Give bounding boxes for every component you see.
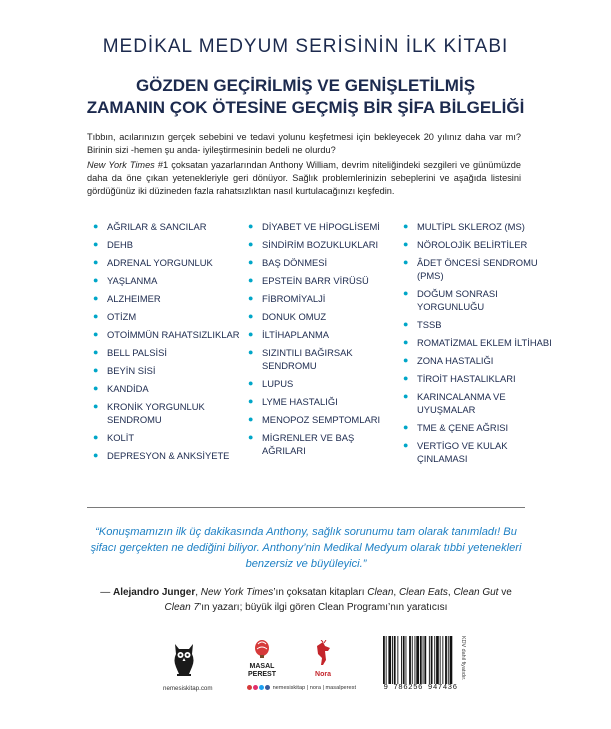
barcode-bar: [392, 636, 393, 684]
condition-item: ● AĞRILAR & SANCILAR: [93, 221, 207, 232]
divider: [87, 507, 525, 508]
barcode-bar: [448, 636, 449, 684]
twitter-icon: [259, 685, 264, 690]
intro-paragraph-1: Tıbbın, acılarınızın gerçek sebebini ve tedavi yolunu keşfetmesi için bekleyecek 20 yılınız daha var mı? Birinin sizi -hemen şu anda- iyileştirmesinin bedeli ne olurdu?: [87, 132, 521, 155]
barcode-bar: [424, 636, 426, 684]
masal-logo-text-1: MASAL: [249, 663, 275, 670]
barcode-bar: [431, 636, 433, 684]
barcode-bar: [401, 636, 402, 684]
condition-item: ● ALZHEIMER: [93, 293, 161, 304]
bullet-icon: ●: [248, 275, 254, 285]
condition-item: ● NÖROLOJİK BELİRTİLER: [403, 239, 528, 250]
headline-line-2: ZAMANIN ÇOK ÖTESİNE GEÇMİŞ BİR ŞİFA BİLGELİĞİ: [86, 98, 525, 117]
barcode-bar: [440, 636, 441, 684]
condition-item: ● LUPUS: [248, 378, 294, 389]
bullet-icon: ●: [93, 401, 99, 411]
bullet-icon: ●: [403, 319, 409, 329]
condition-item: ● KARINCALANMA VE UYUŞMALAR: [403, 391, 506, 415]
condition-item: ● İLTİHAPLANMA: [248, 329, 330, 340]
condition-item: ● OTOİMMÜN RAHATSIZLIKLAR: [93, 329, 240, 340]
barcode-bar: [450, 636, 453, 684]
bullet-icon: ●: [93, 432, 99, 442]
barcode-bar: [445, 636, 447, 684]
bullet-icon: ●: [248, 293, 254, 303]
barcode-bar: [420, 636, 422, 684]
bullet-icon: ●: [93, 239, 99, 249]
bullet-icon: ●: [248, 329, 254, 339]
condition-list-column-3: [403, 220, 553, 470]
bullet-icon: ●: [403, 391, 409, 401]
condition-item: ● BELL PALSİSİ: [93, 347, 167, 358]
endorsement-quote: “Konuşmamızın ilk üç dakikasında Anthony, sağlık sorunumu tam olarak tanımladı! Bu şifacı gerçekten ne dediğini biliyor. Anthony’nin Medikal Medyum olarak tıbbi yetenekleri benzersiz ve büyüleyici.”: [90, 526, 522, 570]
bullet-icon: ●: [248, 432, 254, 442]
barcode-bar: [434, 636, 435, 684]
bullet-icon: ●: [403, 440, 409, 450]
condition-item: ● TSSB: [403, 319, 442, 330]
bullet-icon: ●: [93, 450, 99, 460]
bullet-icon: ●: [93, 293, 99, 303]
barcode-bar: [403, 636, 405, 684]
condition-list-column-1: [93, 220, 243, 467]
bullet-icon: ●: [403, 422, 409, 432]
bullet-icon: ●: [93, 347, 99, 357]
bullet-icon: ●: [93, 257, 99, 267]
condition-list-column-2: [248, 220, 398, 462]
nora-logo-text: Nora: [315, 671, 331, 678]
owl-icon: [172, 640, 196, 678]
endorsement-attribution: — Alejandro Junger, New York Times’ın çoksatan kitapları Clean, Clean Eats, Clean Gut ve Clean 7’ın yazarı; büyük ilgi gören Clean Programı’nın yaratıcısı: [100, 587, 512, 613]
condition-item: ● KOLİT: [93, 432, 135, 443]
masal-logo-text-2: PEREST: [247, 671, 276, 678]
barcode-bar: [388, 636, 391, 684]
bullet-icon: ●: [248, 414, 254, 424]
nora-logo: [307, 640, 339, 678]
bullet-icon: ●: [403, 257, 409, 267]
isbn-barcode: [381, 636, 460, 696]
bullet-icon: ●: [403, 288, 409, 298]
condition-item: ● OTİZM: [93, 311, 137, 322]
bullet-icon: ●: [248, 378, 254, 388]
barcode-bar: [412, 636, 413, 684]
social-handles: [247, 685, 356, 691]
balloon-icon: [238, 640, 286, 658]
bullet-icon: ●: [93, 383, 99, 393]
bullet-icon: ●: [403, 221, 409, 231]
intro-nyt-italic: New York Times: [87, 160, 155, 170]
bullet-icon: ●: [248, 221, 254, 231]
barcode-bar: [423, 636, 424, 684]
condition-item: ● BAŞ DÖNMESİ: [248, 257, 328, 268]
bullet-icon: ●: [403, 337, 409, 347]
condition-item: ● DEHB: [93, 239, 134, 250]
bullet-icon: ●: [93, 365, 99, 375]
price-note-vertical: KDV dahil fiyatıdır.: [460, 636, 466, 681]
condition-item: ● KANDİDA: [93, 383, 149, 394]
bullet-icon: ●: [403, 355, 409, 365]
condition-item: ● MİGRENLER VE BAŞ AĞRILARI: [248, 432, 355, 456]
condition-item: ● EPSTEİN BARR VİRÜSÜ: [248, 275, 369, 286]
bullet-icon: ●: [248, 396, 254, 406]
condition-item: ● SİNDİRİM BOZUKLUKLARI: [248, 239, 379, 250]
bullet-icon: ●: [248, 311, 254, 321]
masalperest-logo: [238, 640, 286, 678]
condition-item: ● LYME HASTALIĞI: [248, 396, 338, 407]
condition-item: ● YAŞLANMA: [93, 275, 158, 286]
barcode-bar: [415, 636, 416, 684]
website-link[interactable]: nemesiskitap.com: [163, 685, 213, 692]
condition-item: ● ZONA HASTALIĞI: [403, 355, 494, 366]
deer-icon: [307, 640, 339, 666]
barcode-bars: [381, 636, 460, 684]
condition-item: ● MULTİPL SKLEROZ (MS): [403, 221, 525, 232]
bullet-icon: ●: [403, 239, 409, 249]
condition-item: ● FİBROMİYALJİ: [248, 293, 326, 304]
barcode-bar: [416, 636, 419, 684]
condition-item: ● DİYABET VE HİPOGLİSEMİ: [248, 221, 380, 232]
facebook-icon: [265, 685, 270, 690]
headline-line-1: GÖZDEN GEÇİRİLMİŞ VE GENİŞLETİLMİŞ: [135, 76, 476, 95]
youtube-icon: [247, 685, 252, 690]
condition-item: ● TME & ÇENE AĞRISI: [403, 422, 509, 433]
condition-item: ● DONUK OMUZ: [248, 311, 327, 322]
barcode-bar: [436, 636, 439, 684]
condition-item: ● KRONİK YORGUNLUK SENDROMU: [93, 401, 205, 425]
barcode-bar: [383, 636, 385, 684]
bullet-icon: ●: [403, 373, 409, 383]
bullet-icon: ●: [248, 347, 254, 357]
condition-item: ● MENOPOZ SEMPTOMLARI: [248, 414, 381, 425]
bullet-icon: ●: [248, 257, 254, 267]
condition-item: ● ÂDET ÖNCESİ SENDROMU (PMS): [403, 257, 538, 281]
series-title: MEDİKAL MEDYUM SERİSİNİN İLK KİTABI: [102, 36, 509, 57]
barcode-bar: [386, 636, 387, 684]
intro-paragraph-2-text: #1 çoksatan yazarlarından Anthony William, devrim niteliğindeki sezgileri ve günümüzde daha da öne çıkan yetenekleriyle geri dönüyor. Sağlık problemlerinizin sebeplerini ve aşağıda listesini gördüğünüz iki düzineden fazla rahatsızlıktan nasıl kurtulacağınızı keşfedin.: [87, 160, 521, 196]
bullet-icon: ●: [93, 221, 99, 231]
bullet-icon: ●: [93, 275, 99, 285]
condition-item: ● DEPRESYON & ANKSİYETE: [93, 450, 230, 461]
barcode-bar: [394, 636, 396, 684]
condition-item: ● DOĞUM SONRASI YORGUNLUĞU: [403, 288, 498, 312]
condition-item: ● BEYİN SİSİ: [93, 365, 156, 376]
bullet-icon: ●: [248, 239, 254, 249]
barcode-bar: [406, 636, 407, 684]
barcode-bar: [397, 636, 398, 684]
instagram-icon: [253, 685, 258, 690]
condition-item: ● VERTİGO VE KULAK ÇINLAMASI: [403, 440, 508, 464]
barcode-bar: [409, 636, 411, 684]
bullet-icon: ●: [93, 311, 99, 321]
endorser-name: Alejandro Junger: [112, 587, 196, 598]
intro-paragraph-2: [87, 159, 521, 198]
isbn-number: 9 786256 947436: [383, 684, 458, 692]
condition-item: ● ADRENAL YORGUNLUK: [93, 257, 213, 268]
condition-item: ● TİROİT HASTALIKLARI: [403, 373, 516, 384]
barcode-bar: [442, 636, 443, 684]
condition-item: ● ROMATİZMAL EKLEM İLTİHABI: [403, 337, 552, 348]
barcode-bar: [429, 636, 430, 684]
condition-item: ● SIZINTILI BAĞIRSAK SENDROMU: [248, 347, 353, 371]
social-handles-text: nemesiskitap | nora | masalperest: [272, 685, 356, 691]
bullet-icon: ●: [93, 329, 99, 339]
nemesis-owl-logo: [172, 640, 196, 678]
